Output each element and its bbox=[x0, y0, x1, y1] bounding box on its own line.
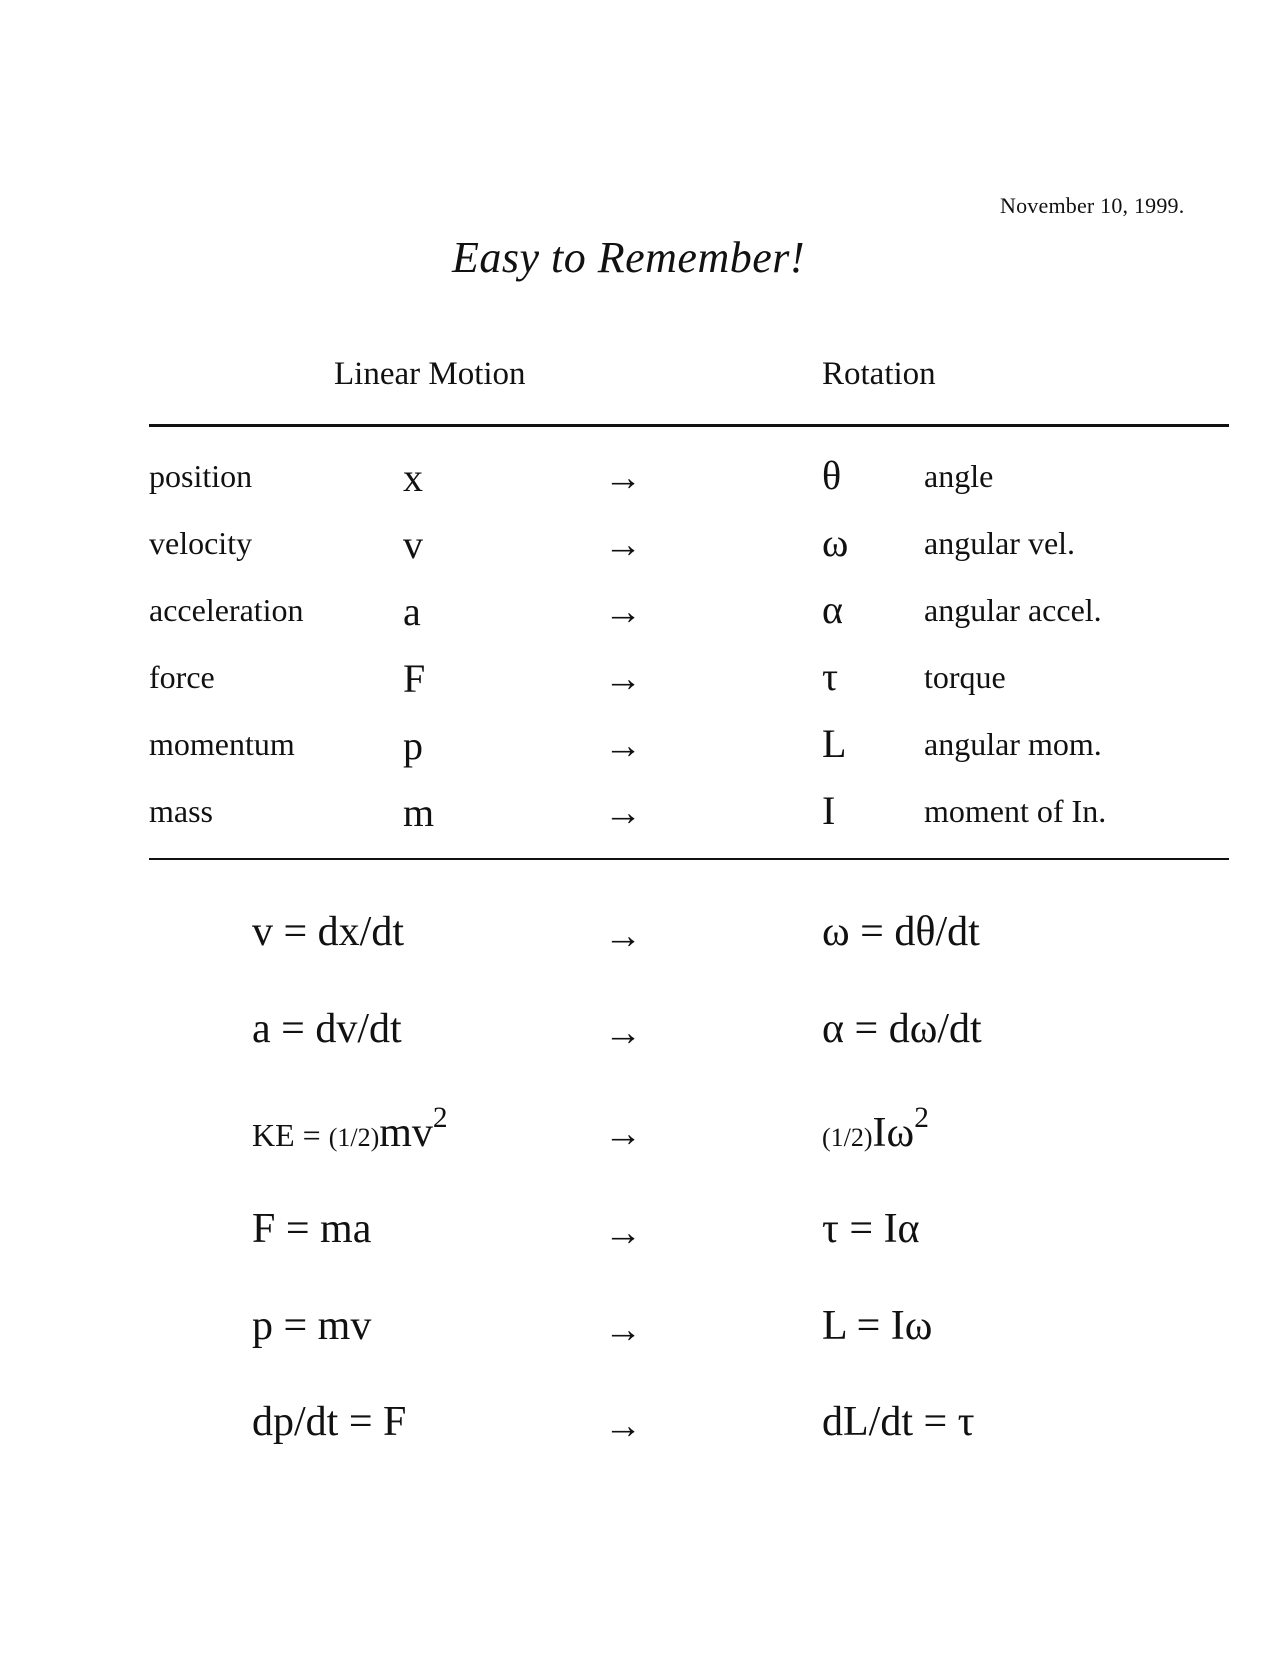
rotation-equation: τ = Iα bbox=[822, 1206, 920, 1252]
rotation-quantity-name: torque bbox=[924, 659, 1006, 695]
rotation-symbol: θ bbox=[822, 453, 842, 498]
rotation-quantity-name: angular vel. bbox=[924, 525, 1076, 561]
quantity-row bbox=[0, 453, 1280, 518]
linear-symbol: v bbox=[403, 522, 423, 567]
exponent: 2 bbox=[432, 1101, 448, 1134]
linear-symbol: F bbox=[403, 656, 426, 701]
arrow-icon: → bbox=[604, 725, 642, 767]
linear-equation: v = dx/dt bbox=[252, 909, 405, 955]
rotation-quantity-name: angle bbox=[924, 458, 994, 494]
linear-quantity-name: mass bbox=[149, 793, 213, 829]
linear-equation: dp/dt = F bbox=[252, 1399, 407, 1445]
equation-row bbox=[0, 1101, 1280, 1186]
document-date: November 10, 1999. bbox=[1000, 193, 1185, 218]
rotation-symbol: L bbox=[822, 721, 847, 766]
top-divider bbox=[149, 424, 1229, 427]
mv-term: mv bbox=[379, 1110, 433, 1156]
arrow-icon: → bbox=[604, 1212, 642, 1254]
arrow-icon: → bbox=[604, 1309, 642, 1351]
half-factor: (1/2) bbox=[822, 1123, 873, 1152]
linear-symbol: m bbox=[403, 790, 435, 835]
equation-row bbox=[0, 908, 1280, 988]
rotation-equation: α = dω/dt bbox=[822, 1006, 982, 1052]
rotation-symbol: τ bbox=[822, 654, 839, 699]
arrow-icon: → bbox=[604, 915, 642, 957]
ke-label: KE = bbox=[252, 1117, 329, 1153]
linear-quantity-name: force bbox=[149, 659, 215, 695]
quantity-row bbox=[0, 520, 1280, 585]
quantity-row bbox=[0, 788, 1280, 853]
arrow-icon: → bbox=[604, 524, 642, 566]
rotation-equation bbox=[822, 1101, 929, 1157]
quantity-row bbox=[0, 654, 1280, 719]
linear-quantity-name: acceleration bbox=[149, 592, 304, 628]
arrow-icon: → bbox=[604, 457, 642, 499]
linear-equation: p = mv bbox=[252, 1303, 372, 1349]
rotation-quantity-name: angular accel. bbox=[924, 592, 1102, 628]
page-title: Easy to Remember! bbox=[452, 233, 806, 282]
linear-quantity-name: position bbox=[149, 458, 253, 494]
quantity-row bbox=[0, 587, 1280, 652]
linear-equation bbox=[252, 1101, 448, 1157]
equation-row bbox=[0, 1302, 1280, 1382]
rotation-quantity-name: angular mom. bbox=[924, 726, 1102, 762]
linear-symbol: a bbox=[403, 589, 421, 634]
arrow-icon: → bbox=[604, 1405, 642, 1447]
rotation-equation: L = Iω bbox=[822, 1303, 933, 1349]
rotation-header: Rotation bbox=[822, 356, 936, 392]
rotation-equation: dL/dt = τ bbox=[822, 1399, 975, 1445]
half-factor: (1/2) bbox=[328, 1123, 380, 1152]
quantity-row bbox=[0, 721, 1280, 786]
linear-equation: F = ma bbox=[252, 1206, 372, 1252]
linear-symbol: x bbox=[403, 455, 423, 500]
equation-row bbox=[0, 1205, 1280, 1285]
linear-motion-header: Linear Motion bbox=[334, 356, 526, 392]
equation-row bbox=[0, 1005, 1280, 1085]
arrow-icon: → bbox=[604, 1113, 642, 1155]
linear-equation: a = dv/dt bbox=[252, 1006, 402, 1052]
rotation-equation: ω = dθ/dt bbox=[822, 909, 980, 955]
middle-divider bbox=[149, 858, 1229, 860]
rotation-symbol: I bbox=[822, 788, 836, 833]
linear-symbol: p bbox=[403, 723, 423, 768]
arrow-icon: → bbox=[604, 591, 642, 633]
exponent: 2 bbox=[914, 1101, 929, 1134]
arrow-icon: → bbox=[604, 1012, 642, 1054]
rotation-symbol: ω bbox=[822, 520, 849, 565]
arrow-icon: → bbox=[604, 658, 642, 700]
equation-row bbox=[0, 1398, 1280, 1478]
rotation-quantity-name: moment of In. bbox=[924, 793, 1107, 829]
iw-term: Iω bbox=[872, 1110, 915, 1156]
linear-quantity-name: velocity bbox=[149, 525, 253, 561]
linear-quantity-name: momentum bbox=[149, 726, 295, 762]
arrow-icon: → bbox=[604, 792, 642, 834]
rotation-symbol: α bbox=[822, 587, 843, 632]
